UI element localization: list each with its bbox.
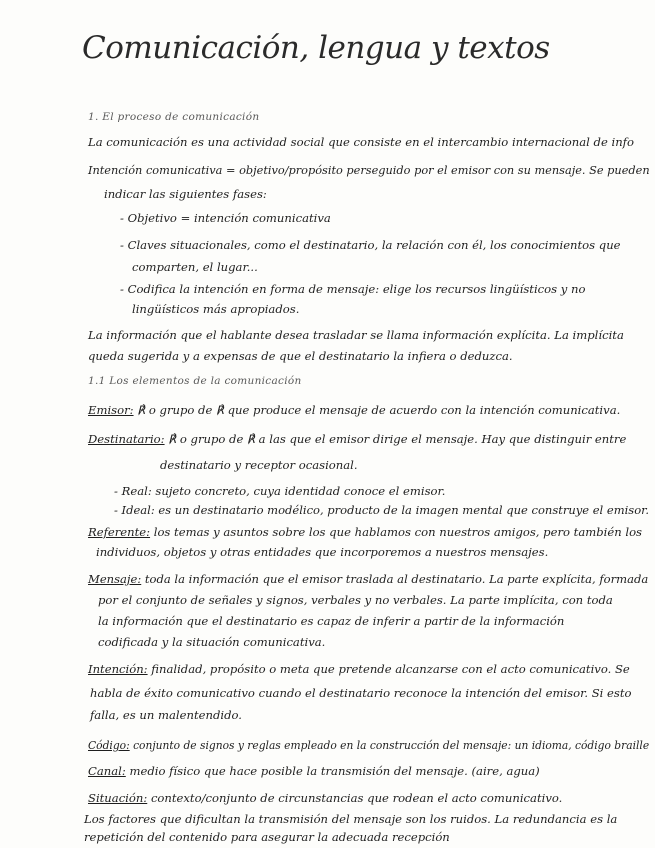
definition-line: codificada y la situación comunicativa. bbox=[98, 635, 326, 649]
definition-text: ℟ o grupo de ℟ a las que el emisor dirige el mensaje. Hay que distinguir entre bbox=[168, 432, 627, 446]
definition-text: contexto/conjunto de circunstancias que rodean el acto comunicativo. bbox=[150, 791, 563, 805]
definition-destinatario bbox=[88, 432, 626, 446]
paragraph-line: indicar las siguientes fases: bbox=[104, 187, 267, 201]
term-referente: Referente: bbox=[88, 525, 151, 539]
phase-item: comparten, el lugar... bbox=[132, 260, 258, 274]
paragraph-line: Intención comunicativa = objetivo/propósito perseguido por el emisor con su mensaje. Se pueden bbox=[88, 163, 650, 177]
definition-referente bbox=[88, 525, 642, 539]
definition-situacion bbox=[88, 791, 562, 805]
section-heading-elements: 1.1 Los elementos de la comunicación bbox=[88, 375, 302, 387]
definition-line: destinatario y receptor ocasional. bbox=[160, 458, 358, 472]
definition-text: ℟ o grupo de ℟ que produce el mensaje de acuerdo con la intención comunicativa. bbox=[137, 403, 621, 417]
phase-item: lingüísticos más apropiados. bbox=[132, 302, 300, 316]
paragraph-line: queda sugerida y a expensas de que el destinatario la infiera o deduzca. bbox=[88, 349, 513, 363]
definition-line: habla de éxito comunicativo cuando el destinatario reconoce la intención del emisor. Si esto bbox=[90, 686, 632, 700]
term-destinatario: Destinatario: bbox=[88, 432, 165, 446]
paragraph-line: La información que el hablante desea trasladar se llama información explícita. La implícita bbox=[88, 328, 624, 342]
phase-item: - Objetivo = intención comunicativa bbox=[120, 211, 331, 225]
section-heading-process: 1. El proceso de comunicación bbox=[88, 111, 260, 123]
term-mensaje: Mensaje: bbox=[88, 572, 142, 586]
definition-text: conjunto de signos y reglas empleado en la construcción del mensaje: un idioma, código braille bbox=[133, 738, 650, 752]
paragraph-line: Los factores que dificultan la transmisión del mensaje son los ruidos. La redundancia es la bbox=[84, 812, 618, 826]
term-codigo: Código: bbox=[88, 738, 130, 752]
definition-text: toda la información que el emisor traslada al destinatario. La parte explícita, formada bbox=[144, 572, 649, 586]
page-title: Comunicación, lengua y textos bbox=[82, 30, 550, 66]
destinatario-ideal: - Ideal: es un destinatario modélico, producto de la imagen mental que construye el emisor. bbox=[114, 503, 650, 517]
term-situacion: Situación: bbox=[88, 791, 148, 805]
definition-emisor bbox=[88, 403, 620, 417]
definition-text: medio físico que hace posible la transmisión del mensaje. (aire, agua) bbox=[129, 764, 540, 778]
destinatario-real: - Real: sujeto concreto, cuya identidad conoce el emisor. bbox=[114, 484, 446, 498]
definition-canal bbox=[88, 764, 540, 778]
definition-line: individuos, objetos y otras entidades que incorporemos a nuestros mensajes. bbox=[96, 545, 549, 559]
paragraph-line: repetición del contenido para asegurar la adecuada recepción bbox=[84, 830, 450, 844]
definition-intencion bbox=[88, 662, 630, 676]
term-intencion: Intención: bbox=[88, 662, 148, 676]
definition-line: por el conjunto de señales y signos, verbales y no verbales. La parte implícita, con toda bbox=[98, 593, 613, 607]
term-emisor: Emisor: bbox=[88, 403, 134, 417]
definition-mensaje bbox=[88, 572, 648, 586]
definition-text: finalidad, propósito o meta que pretende alcanzarse con el acto comunicativo. Se bbox=[151, 662, 630, 676]
term-canal: Canal: bbox=[88, 764, 126, 778]
phase-item: - Codifica la intención en forma de mensaje: elige los recursos lingüísticos y no bbox=[120, 282, 586, 296]
definition-line: falla, es un malentendido. bbox=[90, 708, 242, 722]
definition-codigo bbox=[88, 738, 649, 752]
paragraph-line: La comunicación es una actividad social que consiste en el intercambio internacional de info bbox=[88, 135, 634, 149]
definition-line: la información que el destinatario es capaz de inferir a partir de la información bbox=[98, 614, 565, 628]
phase-item: - Claves situacionales, como el destinatario, la relación con él, los conocimientos que bbox=[120, 238, 621, 252]
definition-text: los temas y asuntos sobre los que hablamos con nuestros amigos, pero también los bbox=[153, 525, 643, 539]
